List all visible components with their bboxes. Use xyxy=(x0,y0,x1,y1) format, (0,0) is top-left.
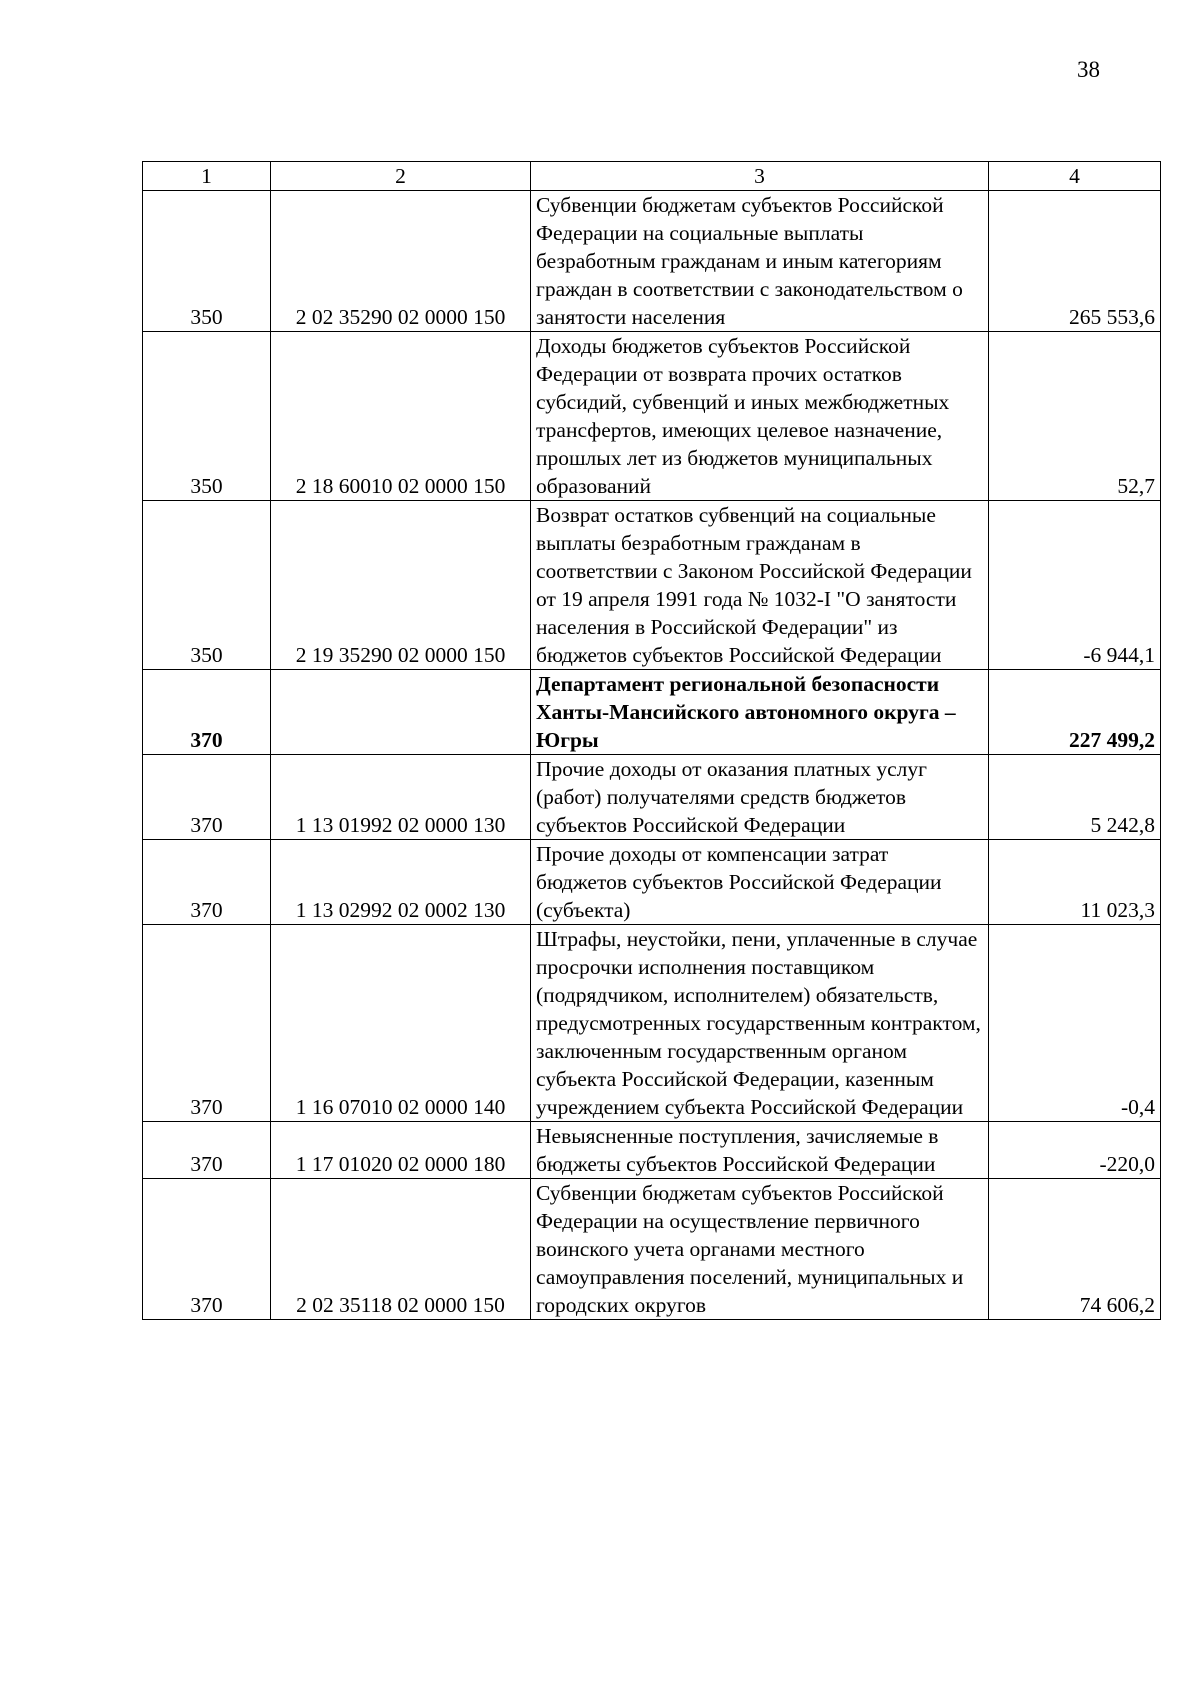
kbk-code-cell: 2 02 35118 02 0000 150 xyxy=(271,1179,531,1320)
admin-code-cell: 370 xyxy=(143,1122,271,1179)
kbk-code-cell: 1 13 02992 02 0002 130 xyxy=(271,840,531,925)
table-row xyxy=(143,840,1161,925)
revenue-name-cell: Прочие доходы от оказания платных услуг (работ) получателями средств бюджетов субъектов Российской Федерации xyxy=(531,755,989,840)
page-number: 38 xyxy=(1077,57,1100,82)
amount-cell: 5 242,8 xyxy=(989,755,1161,840)
admin-code-cell: 370 xyxy=(143,670,271,755)
kbk-code-cell: 1 17 01020 02 0000 180 xyxy=(271,1122,531,1179)
kbk-code-cell: 2 19 35290 02 0000 150 xyxy=(271,501,531,670)
admin-code-cell: 370 xyxy=(143,925,271,1122)
table-row xyxy=(143,755,1161,840)
admin-code-cell: 350 xyxy=(143,332,271,501)
table-header xyxy=(143,162,1161,191)
column-header-3: 3 xyxy=(531,162,989,191)
revenue-name-cell: Прочие доходы от компенсации затрат бюджетов субъектов Российской Федерации (субъекта) xyxy=(531,840,989,925)
table-row xyxy=(143,1179,1161,1320)
table-row xyxy=(143,925,1161,1122)
department-total-cell: 227 499,2 xyxy=(989,670,1161,755)
kbk-code-cell: 2 18 60010 02 0000 150 xyxy=(271,332,531,501)
kbk-code-cell: 2 02 35290 02 0000 150 xyxy=(271,191,531,332)
table-row xyxy=(143,1122,1161,1179)
column-header-1: 1 xyxy=(143,162,271,191)
amount-cell: -0,4 xyxy=(989,925,1161,1122)
revenue-name-cell: Субвенции бюджетам субъектов Российской Федерации на социальные выплаты безработным гражданам и иным категориям граждан в соответствии с законодательством о занятости населения xyxy=(531,191,989,332)
revenue-name-cell: Невыясненные поступления, зачисляемые в бюджеты субъектов Российской Федерации xyxy=(531,1122,989,1179)
header-row xyxy=(143,162,1161,191)
amount-cell: -220,0 xyxy=(989,1122,1161,1179)
admin-code-cell: 370 xyxy=(143,755,271,840)
column-header-4: 4 xyxy=(989,162,1161,191)
admin-code-cell: 350 xyxy=(143,191,271,332)
kbk-code-cell: 1 16 07010 02 0000 140 xyxy=(271,925,531,1122)
kbk-code-cell: 1 13 01992 02 0000 130 xyxy=(271,755,531,840)
admin-code-cell: 370 xyxy=(143,840,271,925)
table-row xyxy=(143,332,1161,501)
admin-code-cell: 370 xyxy=(143,1179,271,1320)
revenue-name-cell: Доходы бюджетов субъектов Российской Федерации от возврата прочих остатков субсидий, субвенций и иных межбюджетных трансфертов, имеющих целевое назначение, прошлых лет из бюджетов муниципальных образований xyxy=(531,332,989,501)
amount-cell: 74 606,2 xyxy=(989,1179,1161,1320)
amount-cell: -6 944,1 xyxy=(989,501,1161,670)
revenue-table xyxy=(142,161,1161,1320)
table-row xyxy=(143,501,1161,670)
kbk-code-cell xyxy=(271,670,531,755)
department-row xyxy=(143,670,1161,755)
admin-code-cell: 350 xyxy=(143,501,271,670)
revenue-name-cell: Субвенции бюджетам субъектов Российской Федерации на осуществление первичного воинского учета органами местного самоуправления поселений, муниципальных и городских округов xyxy=(531,1179,989,1320)
amount-cell: 52,7 xyxy=(989,332,1161,501)
table-body xyxy=(143,191,1161,1320)
department-name-cell: Департамент региональной безопасности Ханты-Мансийского автономного округа – Югры xyxy=(531,670,989,755)
table-row xyxy=(143,191,1161,332)
amount-cell: 11 023,3 xyxy=(989,840,1161,925)
revenue-name-cell: Штрафы, неустойки, пени, уплаченные в случае просрочки исполнения поставщиком (подрядчиком, исполнителем) обязательств, предусмотренных государственным контрактом, заключенным государственным органом субъекта Российской Федерации, казенным учреждением субъекта Российской Федерации xyxy=(531,925,989,1122)
revenue-name-cell: Возврат остатков субвенций на социальные выплаты безработным гражданам в соответствии с Законом Российской Федерации от 19 апреля 1991 года № 1032-I "О занятости населения в Российской Федерации" из бюджетов субъектов Российской Федерации xyxy=(531,501,989,670)
column-header-2: 2 xyxy=(271,162,531,191)
amount-cell: 265 553,6 xyxy=(989,191,1161,332)
